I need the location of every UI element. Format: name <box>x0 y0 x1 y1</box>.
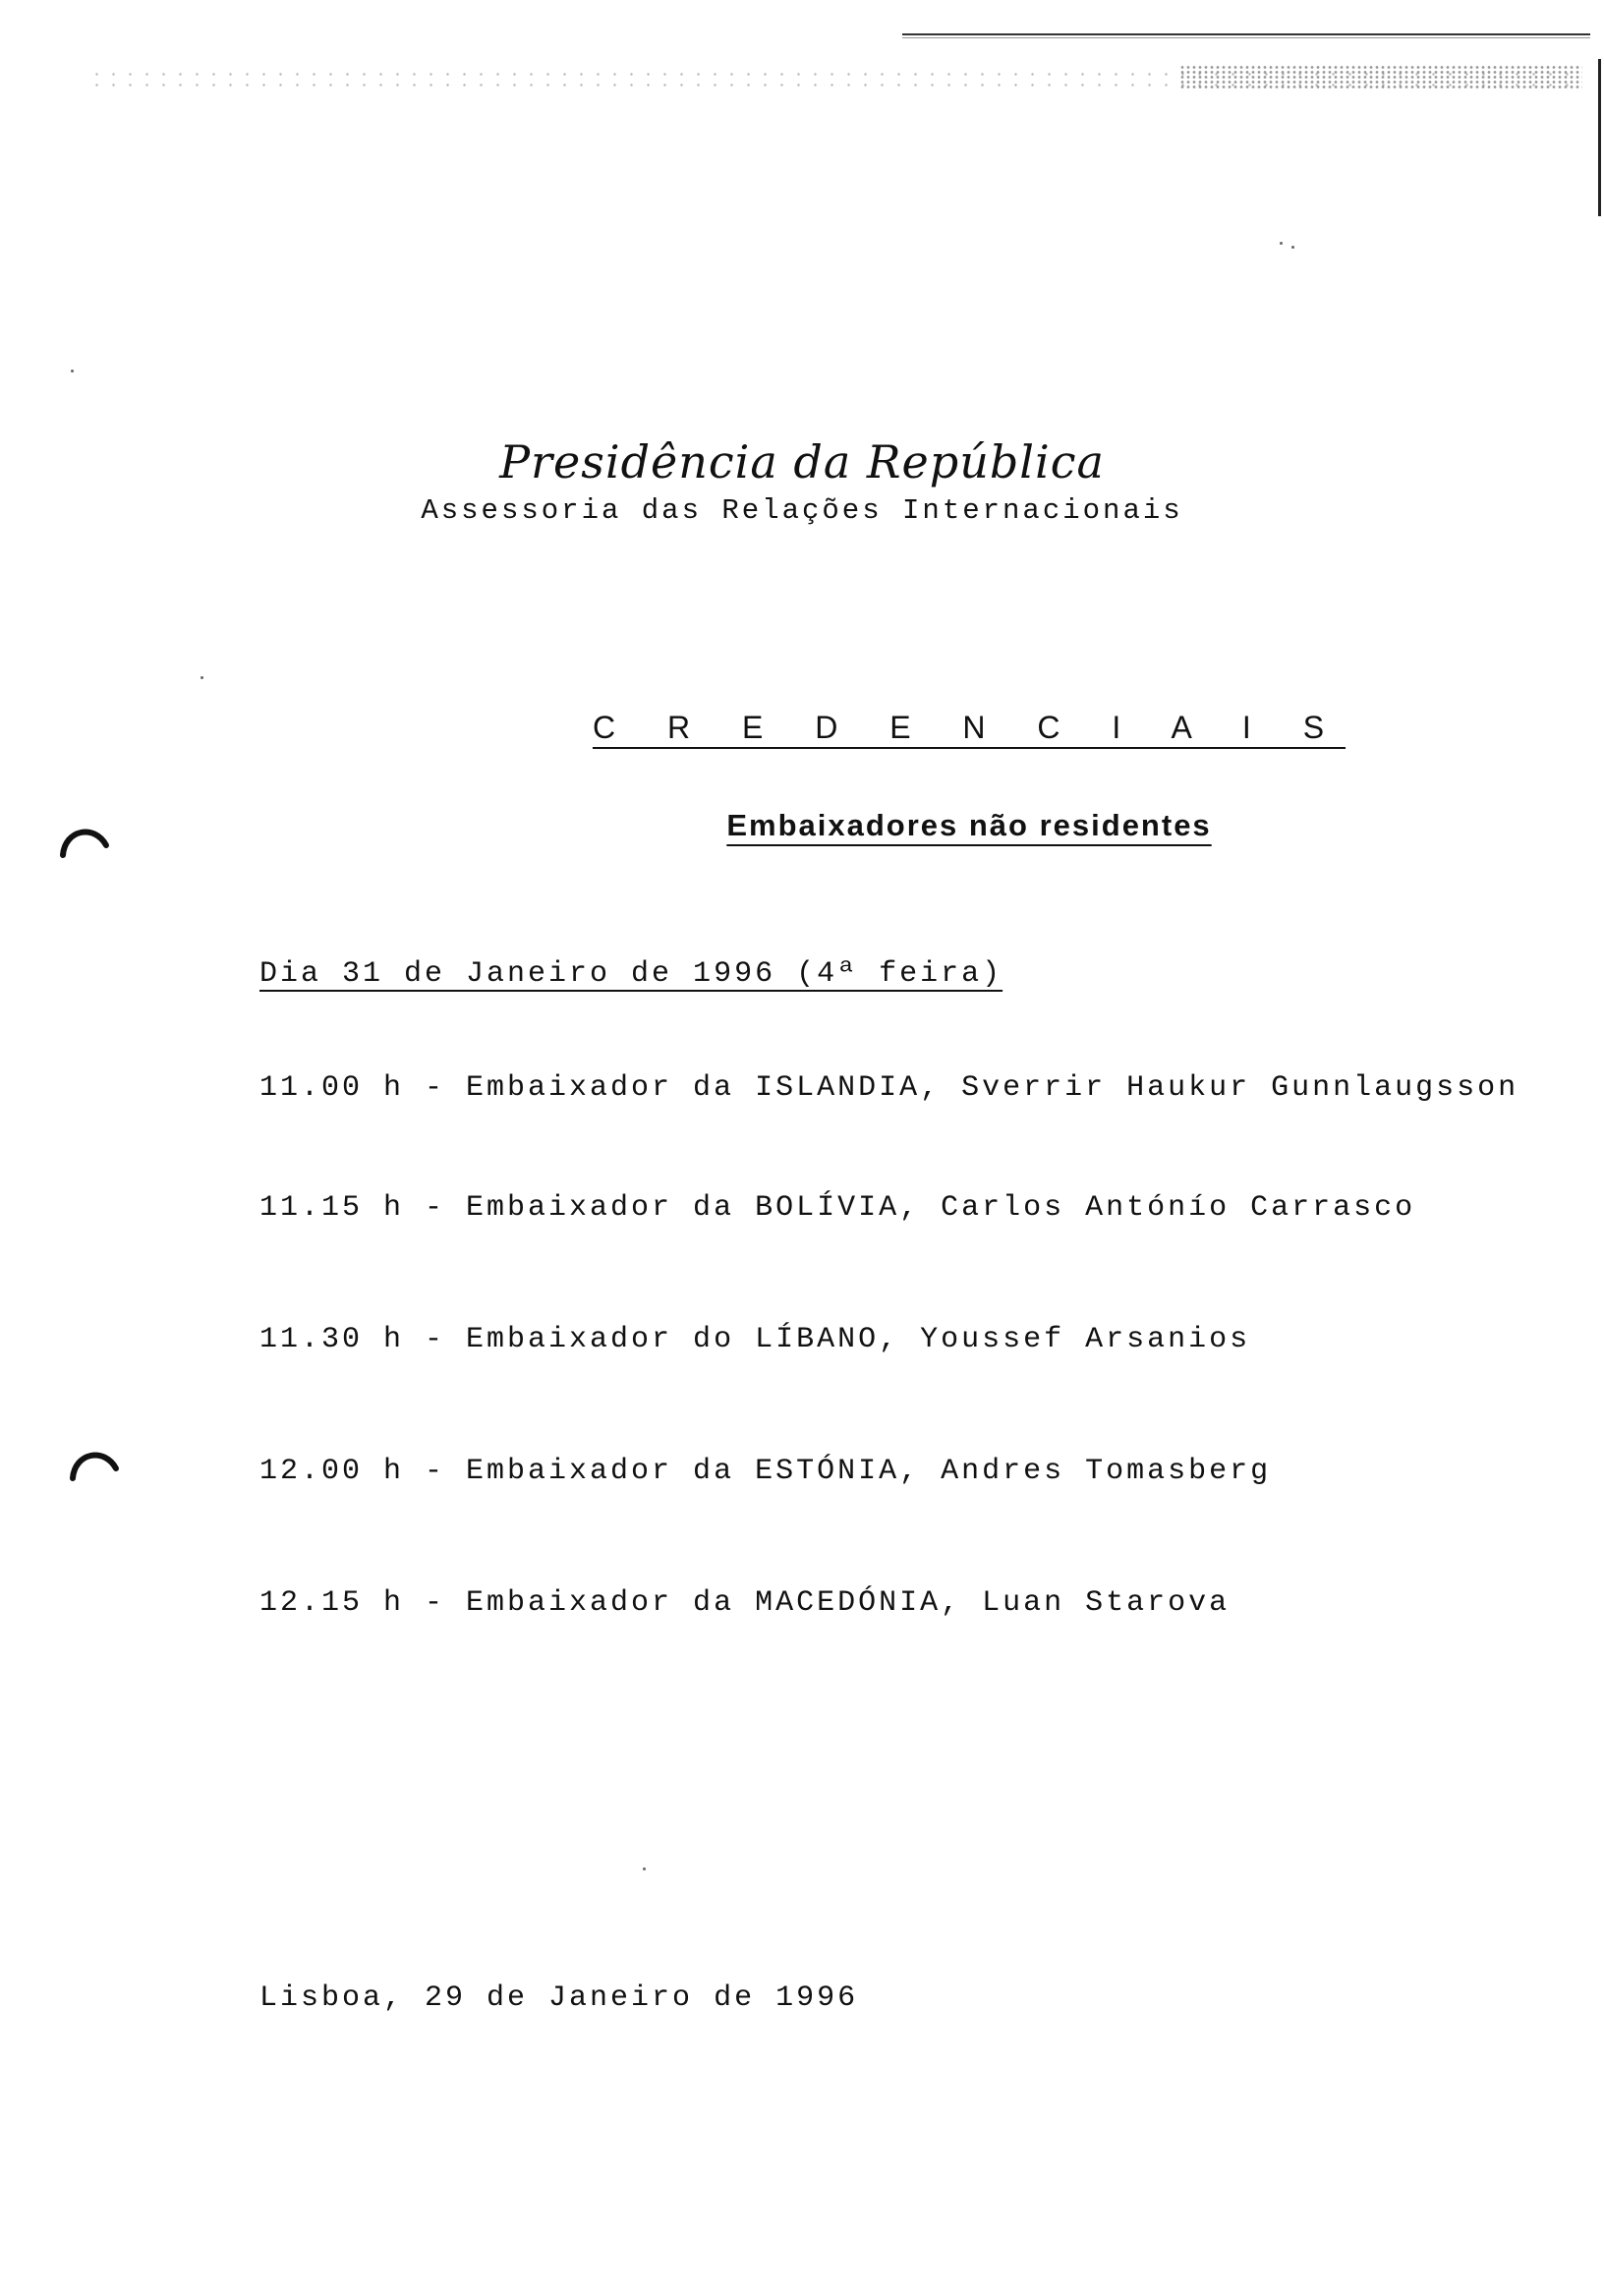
scan-noise-dense <box>1179 65 1582 90</box>
signoff-place-date: Lisboa, 29 de Janeiro de 1996 <box>259 1981 859 2015</box>
letterhead-department: Assessoria das Relações Internacionais <box>421 494 1183 527</box>
scan-speck <box>643 1867 646 1870</box>
punch-hole-mark-bottom <box>65 1443 124 1482</box>
scan-speck <box>200 676 203 679</box>
scan-top-edge-line-secondary <box>902 37 1590 38</box>
scan-right-edge-line <box>1598 59 1601 216</box>
scan-speck <box>71 370 74 373</box>
scan-speck <box>1291 246 1294 249</box>
schedule-entry: 12.00 h - Embaixador da ESTÓNIA, Andres Tomasberg <box>259 1455 1272 1488</box>
letterhead <box>0 432 1604 531</box>
schedule-day: Dia 31 de Janeiro de 1996 (4ª feira) <box>259 957 1003 991</box>
schedule-entry: 12.15 h - Embaixador da MACEDÓNIA, Luan Starova <box>259 1586 1231 1620</box>
scan-speck <box>1280 242 1283 245</box>
schedule-entry: 11.30 h - Embaixador do LÍBANO, Youssef Arsanios <box>259 1323 1251 1356</box>
schedule-entry: 11.15 h - Embaixador da BOLÍVIA, Carlos Antónío Carrasco <box>259 1191 1416 1225</box>
scan-top-edge-line <box>902 33 1590 35</box>
document-title: C R E D E N C I A I S <box>592 710 1346 745</box>
document-subtitle: Embaixadores não residentes <box>726 808 1212 842</box>
letterhead-institution: Presidência da República <box>499 435 1105 488</box>
schedule-entry: 11.00 h - Embaixador da ISLANDIA, Sverrir Haukur Gunnlaugsson <box>259 1071 1519 1105</box>
